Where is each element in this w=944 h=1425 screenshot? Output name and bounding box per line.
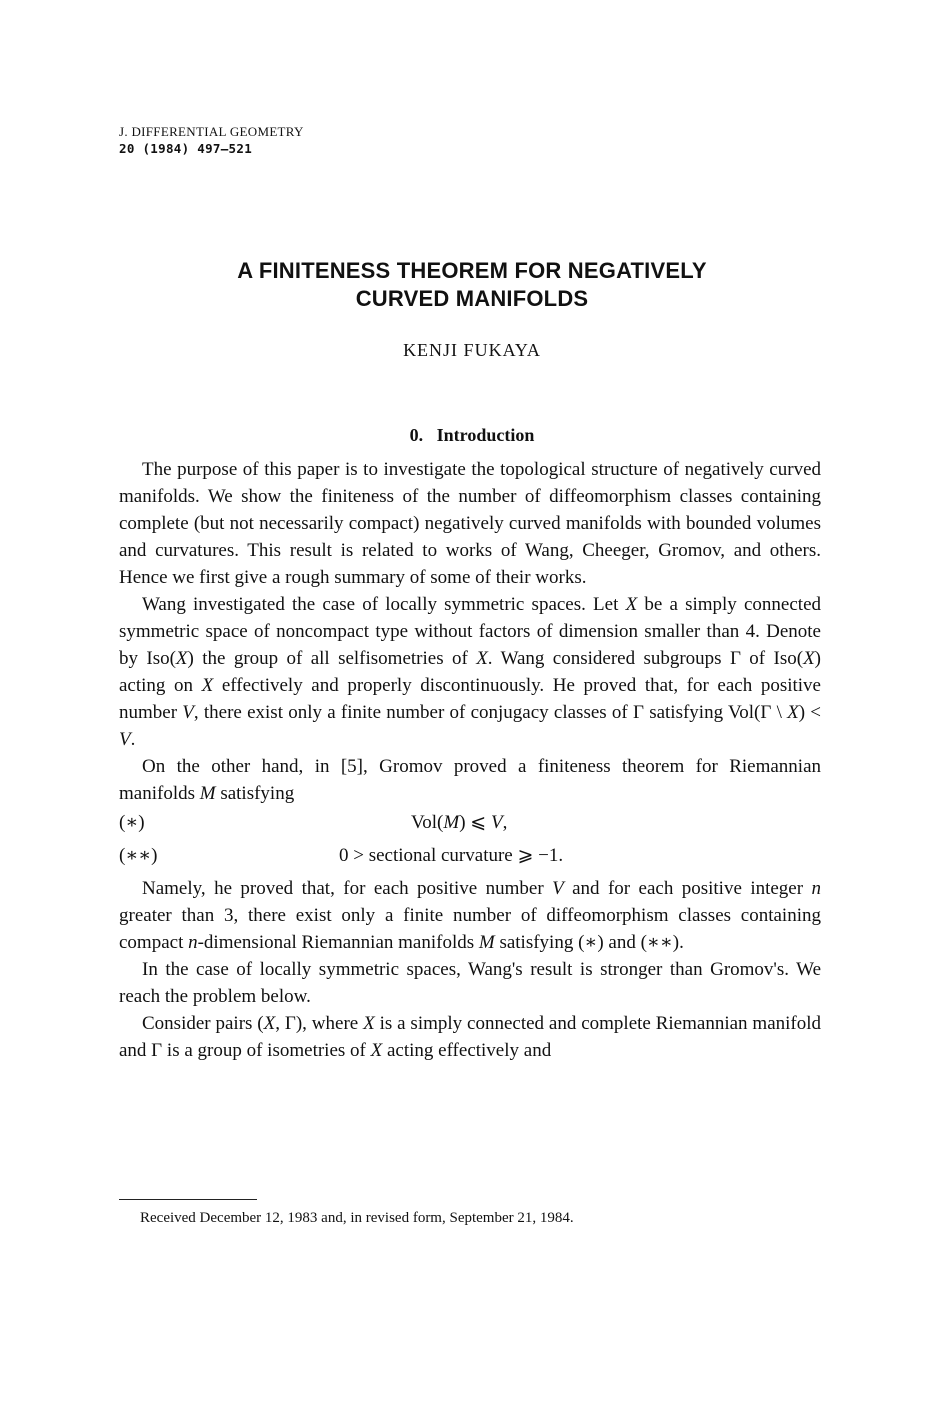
title-line-2: CURVED MANIFOLDS: [355, 286, 589, 311]
section-heading: [0, 425, 944, 446]
paper-title: [0, 257, 944, 313]
paragraph-4: Namely, he proved that, for each positive number V and for each positive integer n greater than 3, there exist only a finite number of diffeomorphism classes containing compact n-dimensional Riemannian manifolds M satisfying (∗) and (∗∗).: [119, 878, 821, 953]
journal-header: [119, 123, 304, 157]
paragraph-2: Wang investigated the case of locally symmetric spaces. Let X be a simply connected symmetric space of noncompact type without factors of dimension smaller than 4. Denote by Iso(X) the group of all selfisometries of X. Wang considered subgroups Γ of Iso(X) acting on X effectively and properly discontinuously. He proved that, for each positive number V, there exist only a finite number of conjugacy classes of Γ satisfying Vol(Γ \ X) < V.: [119, 594, 821, 750]
footnote: Received December 12, 1983 and, in revised form, September 21, 1984.: [140, 1210, 574, 1226]
section-title: Introduction: [436, 425, 535, 445]
paragraph-5: In the case of locally symmetric spaces, Wang's result is stronger than Gromov's. We reach the problem below.: [119, 959, 821, 1007]
equation-2: [119, 842, 821, 869]
paragraph-1: The purpose of this paper is to investigate the topological structure of negatively curved manifolds. We show the finiteness of the number of diffeomorphism classes containing complete (but not necessarily compact) negatively curved manifolds with bounded volumes and curvatures. This result is related to works of Wang, Cheeger, Gromov, and others. Hence we first give a rough summary of some of their works.: [119, 459, 821, 588]
equation-2-formula: 0 > sectional curvature ⩾ −1.: [339, 845, 564, 866]
equation-2-tag: (∗∗): [119, 845, 158, 866]
paragraph-6: Consider pairs (X, Γ), where X is a simply connected and complete Riemannian manifold and Γ is a group of isometries of X acting effectively and: [119, 1013, 822, 1061]
section-number: 0.: [409, 425, 424, 445]
title-line-1: A FINITENESS THEOREM FOR NEGATIVELY: [237, 258, 707, 283]
author: KENJI FUKAYA: [403, 340, 541, 360]
equation-1: [119, 809, 821, 836]
paragraph-3: On the other hand, in [5], Gromov proved a finiteness theorem for Riemannian manifolds M satisfying: [119, 756, 821, 804]
body-text: [119, 456, 821, 1064]
journal-name: J. DIFFERENTIAL GEOMETRY: [119, 124, 304, 139]
footnote-rule: [119, 1199, 257, 1200]
volume-pages: 20 (1984) 497–521: [119, 141, 253, 156]
equation-1-tag: (∗): [119, 812, 145, 833]
equation-1-formula: Vol(M) ⩽ V,: [411, 812, 508, 833]
